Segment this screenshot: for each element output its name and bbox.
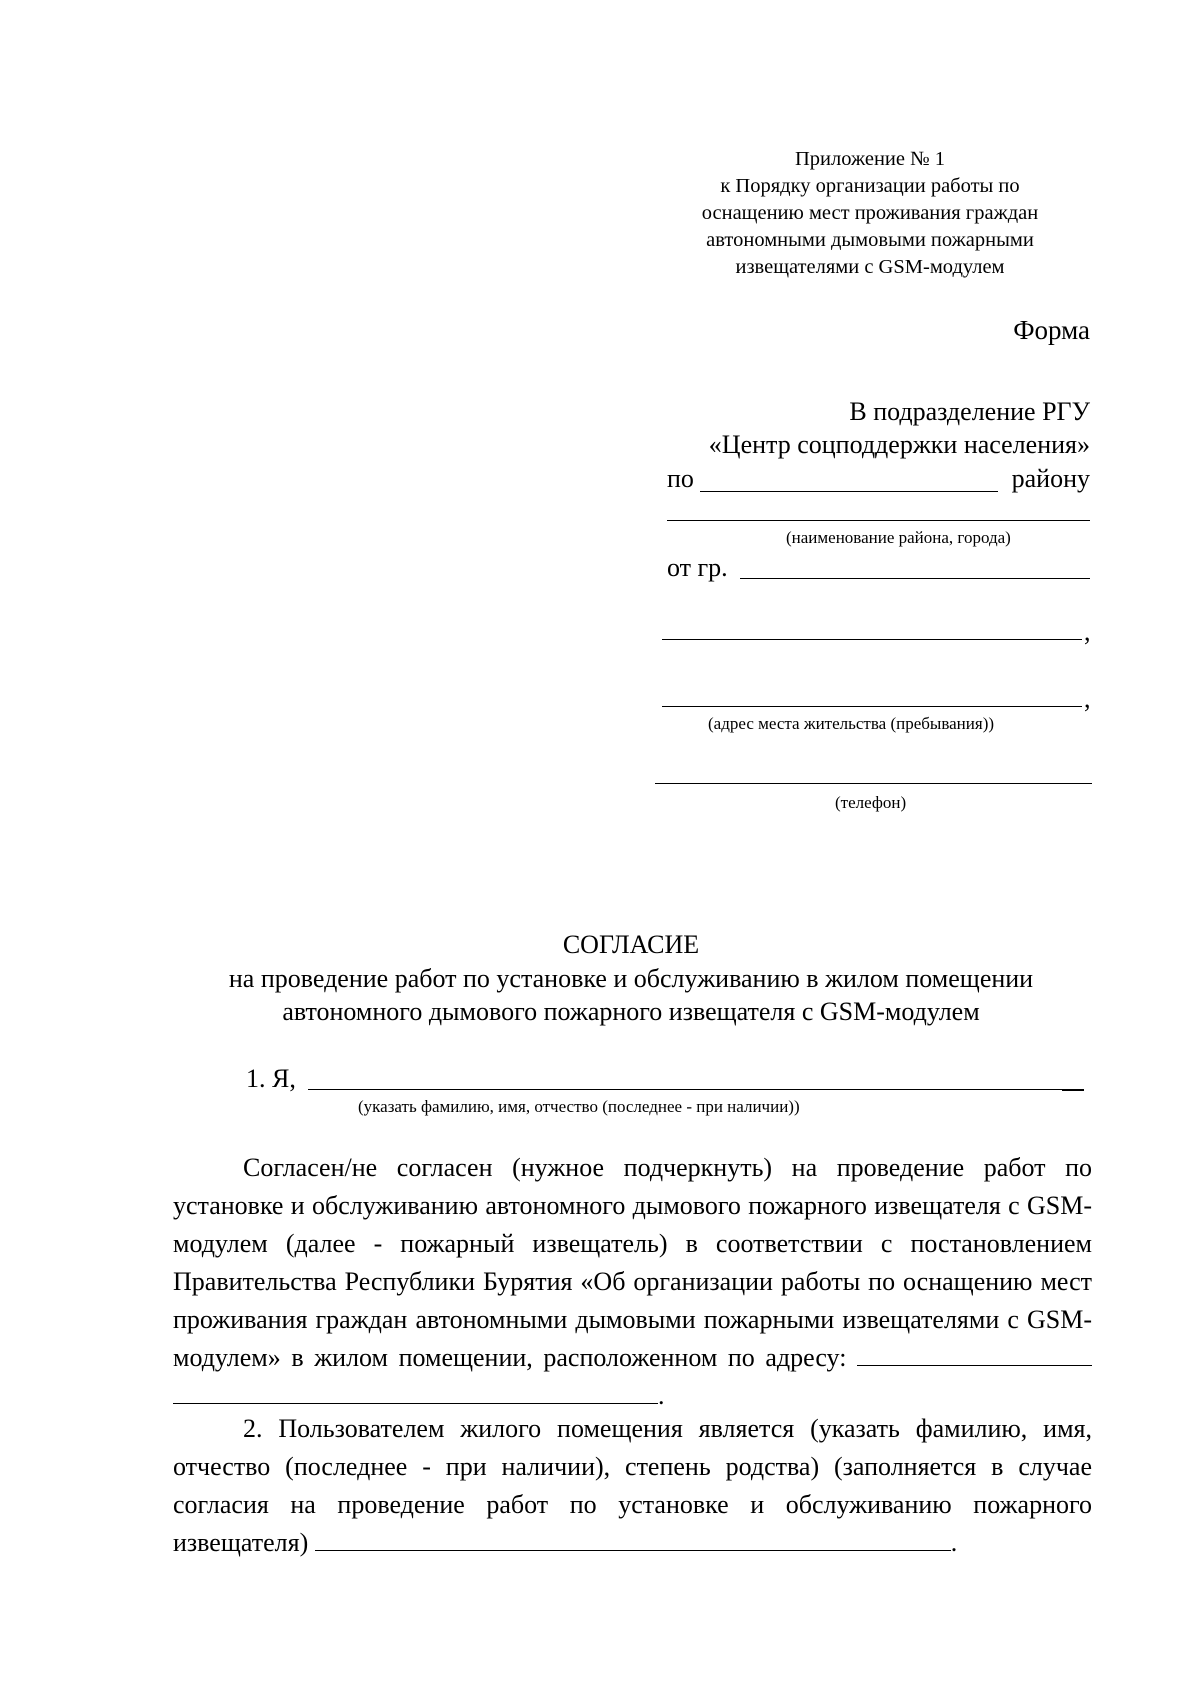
item2-end: . bbox=[950, 1528, 958, 1557]
applicant-name-field[interactable] bbox=[740, 578, 1090, 579]
phone-field[interactable] bbox=[655, 783, 1092, 784]
address-field-1[interactable] bbox=[662, 639, 1082, 640]
appendix-block bbox=[640, 146, 1100, 281]
appendix-line: извещателями с GSM-модулем bbox=[735, 256, 1005, 278]
address-field-cont[interactable] bbox=[173, 1377, 658, 1404]
district-field[interactable] bbox=[700, 491, 998, 492]
district-hint: (наименование района, города) bbox=[786, 528, 1011, 547]
title-line-1: на проведение работ по установке и обслуживанию в жилом помещении bbox=[228, 964, 1034, 993]
appendix-line: Приложение № 1 bbox=[794, 148, 946, 170]
district-field-2[interactable] bbox=[667, 520, 1090, 521]
full-name-field[interactable] bbox=[308, 1089, 1082, 1090]
address-field-2[interactable] bbox=[662, 706, 1082, 707]
item1-label: 1. Я, bbox=[246, 1064, 296, 1093]
comma-2: , bbox=[1084, 684, 1091, 713]
appendix-line: к Порядку организации работы по bbox=[720, 175, 1020, 197]
comma-1: , bbox=[1084, 617, 1091, 646]
phone-hint: (телефон) bbox=[835, 793, 907, 812]
resident-field-cont[interactable] bbox=[855, 1524, 951, 1551]
address-hint: (адрес места жительства (пребывания)) bbox=[708, 714, 995, 733]
form-label: Форма bbox=[1013, 315, 1090, 345]
consent-paragraph bbox=[173, 1149, 1092, 1415]
resident-field[interactable] bbox=[315, 1524, 855, 1551]
recipient-line-2: «Центр соцподдержки населения» bbox=[708, 430, 1090, 459]
title-line-2: автономного дымового пожарного извещателя с GSM-модулем bbox=[282, 997, 980, 1026]
po-label: по bbox=[667, 464, 694, 493]
appendix-line: оснащению мест проживания граждан bbox=[701, 202, 1039, 224]
recipient-line-1: В подразделение РГУ bbox=[849, 397, 1090, 426]
from-label: от гр. bbox=[667, 553, 728, 582]
full-name-hint: (указать фамилию, имя, отчество (последнее - при наличии)) bbox=[358, 1097, 800, 1116]
document-title: СОГЛАСИЕ bbox=[562, 930, 700, 959]
address-field[interactable] bbox=[857, 1339, 1092, 1366]
appendix-line: автономными дымовыми пожарными bbox=[706, 229, 1034, 251]
item2-text: 2. Пользователем жилого помещения является (указать фамилию, имя, отчество (последнее - при наличии), степень родства) (заполняется в случае согласия на проведение работ по установке и обслуживанию пожарного извещателя) bbox=[173, 1414, 1092, 1557]
consent-end: . bbox=[658, 1381, 665, 1410]
rayonu-label: району bbox=[1011, 464, 1090, 493]
full-name-field-end bbox=[1062, 1089, 1084, 1091]
consent-text: Согласен/не согласен (нужное подчеркнуть) на проведение работ по установке и обслуживанию автономного дымового пожарного извещателя с GSM-модулем (далее - пожарный извещатель) в соответствии с постановлением Правительства Республики Бурятия «Об организации работы по оснащению мест проживания граждан автономными дымовыми пожарными извещателями с GSM-модулем» в жилом помещении, расположенном по адресу: bbox=[173, 1153, 1092, 1372]
item2-paragraph bbox=[173, 1410, 1092, 1562]
